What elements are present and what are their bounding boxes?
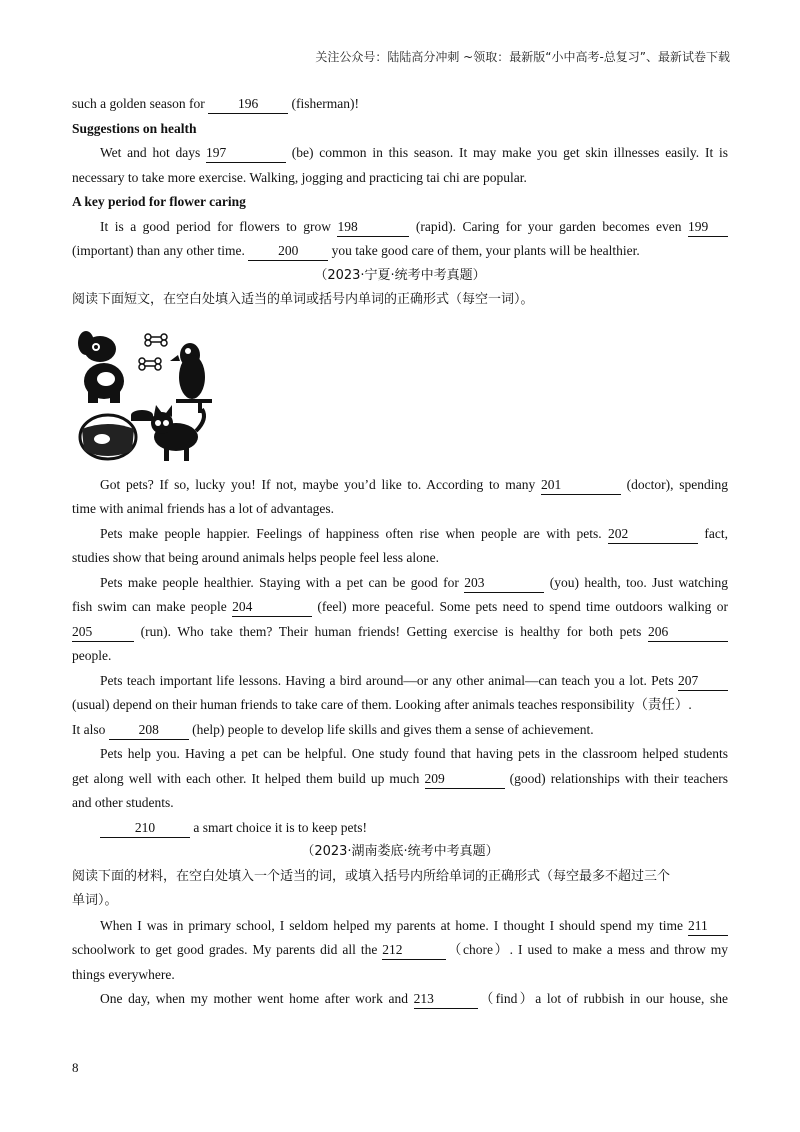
blank-198: 198 [337,218,409,237]
text-line: (usual) depend on their human friends to take care of them. Looking after animals teaches responsibility（责任）. [72,697,692,712]
dog-figure [78,331,124,403]
bone-figures [139,334,167,370]
blank-199: 199 [688,218,728,237]
blank-210: 210 [100,819,190,838]
instruction: 单词）。 [72,893,118,908]
text-line: One day, when my mother went home after work and 213 （find）a lot of rubbish in our house, she [72,987,728,1012]
section-heading-health: Suggestions on health [72,120,197,136]
page-number: 8 [72,1060,79,1075]
text-line: things everywhere. [72,966,175,982]
blank-202: 202 [608,525,698,544]
text-line: and other students. [72,795,174,810]
page-header: 关注公众号：陆陆高分冲刺 ~领取：最新版“小中高考-总复习”、最新试卷下载 [315,50,730,64]
blank-208: 208 [109,721,189,740]
blank-212: 212 [382,941,446,960]
instruction: 阅读下面短文，在空白处填入适当的单词或括号内单词的正确形式（每空一词）。 [72,292,534,307]
text-line: 210 a smart choice it is to keep pets! [72,816,728,841]
text-line: It is a good period for flowers to grow 198 (rapid). Caring for your garden becomes even 199 [72,215,728,240]
source-label: （2023·湖南娄底·统考中考真题） [301,844,499,859]
text-line: studies show that being around animals helps people feel less alone. [72,550,440,565]
cat-figure [151,405,204,461]
bird-figure [170,343,212,413]
bowl-figure [131,410,153,421]
text-line: Pets make people healthier. Staying with a pet can be good for 203 (you) health, too. Just watching [72,571,728,596]
fishbowl-figure [80,415,136,459]
blank-196: 196 [208,95,288,114]
blank-203: 203 [464,574,544,593]
text-line: Wet and hot days 197 (be) common in this season. It may make you get skin illnesses easily. It is [72,141,728,166]
pets-illustration [72,319,728,465]
blank-206: 206 [648,623,728,642]
text-line: schoolwork to get good grades. My parents did all the 212 （chore）. I used to make a mess and throw my [72,938,728,963]
section-heading-flowers: A key period for flower caring [72,194,246,209]
text-line: such a golden season for 196 (fisherman)! [72,92,728,117]
text-line: Got pets? If so, lucky you! If not, maybe you’d like to. According to many 201 (doctor), spending [72,473,728,498]
blank-213: 213 [414,990,478,1009]
blank-201: 201 [541,476,621,495]
blank-204: 204 [232,598,312,617]
text-line: time with animal friends has a lot of advantages. [72,501,335,516]
text-line: people. [72,648,112,663]
blank-209: 209 [425,770,505,789]
text-line: Pets teach important life lessons. Having a bird around—or any other animal—can teach you a lot. Pets 207 [72,669,728,694]
text-line: When I was in primary school, I seldom helped my parents at home. I thought I should spend my time 211 [72,914,728,939]
blank-211: 211 [688,917,728,936]
text-line: fish swim can make people 204 (feel) more peaceful. Some pets need to spend time outdoors walking or [72,595,728,620]
blank-200: 200 [248,242,328,261]
text-line: necessary to take more exercise. Walking, jogging and practicing tai chi are popular. [72,169,527,185]
blank-207: 207 [678,672,728,691]
text-line: Pets help you. Having a pet can be helpful. One study found that having pets in the classroom helped students [100,746,728,761]
text-line: 205 (run). Who take them? Their human friends! Getting exercise is healthy for both pets 206 [72,620,728,645]
text-line: It also 208 (help) people to develop life skills and gives them a sense of achievement. [72,718,728,743]
instruction: 阅读下面的材料，在空白处填入一个适当的词，或填入括号内所给单词的正确形式（每空最多不超过三个 [72,868,671,884]
text-line: Pets make people happier. Feelings of happiness often rise when people are with pets. 202 fact, [72,522,728,547]
document-body [72,92,728,1012]
pets-illustration-svg [72,319,212,465]
source-label: （2023·宁夏·统考中考真题） [314,267,486,283]
text-line: get along well with each other. It helped them build up much 209 (good) relationships with their teachers [72,767,728,792]
text-line: (important) than any other time. 200 you take good care of them, your plants will be healthier. [72,239,728,264]
blank-205: 205 [72,623,134,642]
blank-197: 197 [206,144,286,163]
